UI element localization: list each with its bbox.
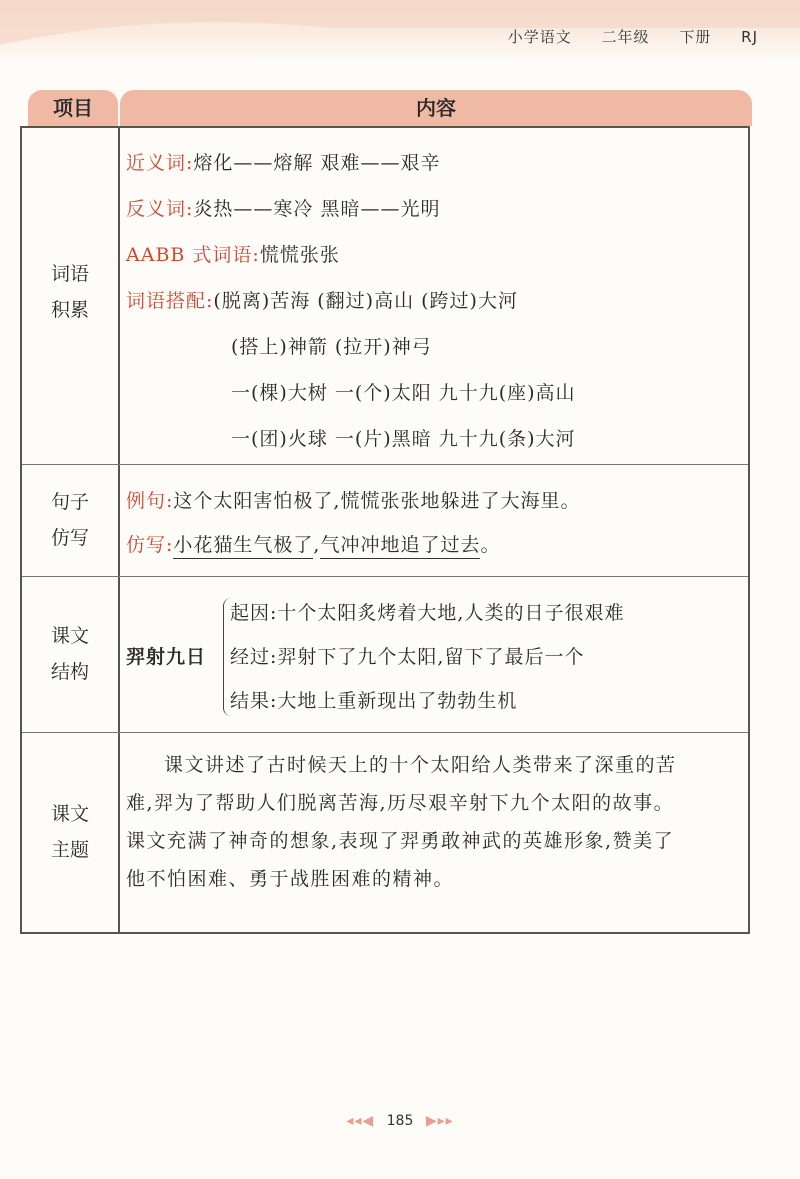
page-header [494, 26, 758, 47]
theme-paragraph [126, 746, 746, 898]
aabb-line: AABB 式词语:慌慌张张 [126, 244, 340, 266]
header-term: 下册 [679, 28, 712, 46]
theme-line: 课文讲述了古时候天上的十个太阳给人类带来了深重的苦 [164, 754, 677, 776]
header-subject: 小学语文 [507, 28, 572, 46]
page-number: 185 [386, 1113, 414, 1129]
collocation-line: 一(团)火球 一(片)黑暗 九十九(条)大河 [231, 428, 576, 450]
theme-line: 课文充满了神奇的想象,表现了羿勇敢神武的英雄形象,赞美了 [126, 830, 675, 852]
row-label-vocab: 词语 积累 [50, 263, 89, 321]
row-label-sentence: 句子 仿写 [50, 491, 89, 549]
column-header-item: 项目 [28, 90, 118, 126]
header-edition: RJ [741, 28, 758, 46]
summary-table [20, 126, 750, 934]
table-header-row [20, 90, 752, 126]
structure-result: 结果:大地上重新现出了勃勃生机 [230, 690, 518, 712]
row-label-theme: 课文 主题 [50, 803, 89, 861]
theme-line: 他不怕困难、勇于战胜困难的精神。 [126, 868, 455, 890]
row-divider [22, 464, 748, 465]
column-divider [118, 128, 120, 932]
synonym-line: 近义词:熔化——熔解 艰难——艰辛 [126, 152, 441, 174]
prev-arrows-icon: ◂◂◀ [346, 1113, 375, 1129]
row-label-structure: 课文 结构 [50, 625, 89, 683]
antonym-line: 反义词:炎热——寒冷 黑暗——光明 [126, 198, 441, 220]
collocation-line: 词语搭配:(脱离)苦海 (翻过)高山 (跨过)大河 [126, 290, 518, 312]
row-divider [22, 576, 748, 577]
row-divider [22, 732, 748, 733]
structure-title: 羿射九日 [126, 646, 207, 668]
example-sentence: 例句:这个太阳害怕极了,慌慌张张地躲进了大海里。 [126, 490, 581, 512]
theme-line: 难,羿为了帮助人们脱离苦海,历尽艰辛射下九个太阳的故事。 [126, 792, 675, 814]
header-grade: 二年级 [601, 28, 650, 46]
structure-process: 经过:羿射下了九个太阳,留下了最后一个 [230, 646, 585, 668]
imitation-sentence: 仿写:小花猫生气极了,气冲冲地追了过去。 [126, 530, 501, 557]
structure-cause: 起因:十个太阳炙烤着大地,人类的日子很艰难 [230, 602, 625, 624]
column-header-content: 内容 [120, 90, 752, 126]
collocation-line: 一(棵)大树 一(个)太阳 九十九(座)高山 [231, 382, 576, 404]
collocation-line: (搭上)神箭 (拉开)神弓 [231, 336, 432, 358]
page-footer [0, 1113, 800, 1129]
next-arrows-icon: ▶▸▸ [425, 1113, 454, 1129]
